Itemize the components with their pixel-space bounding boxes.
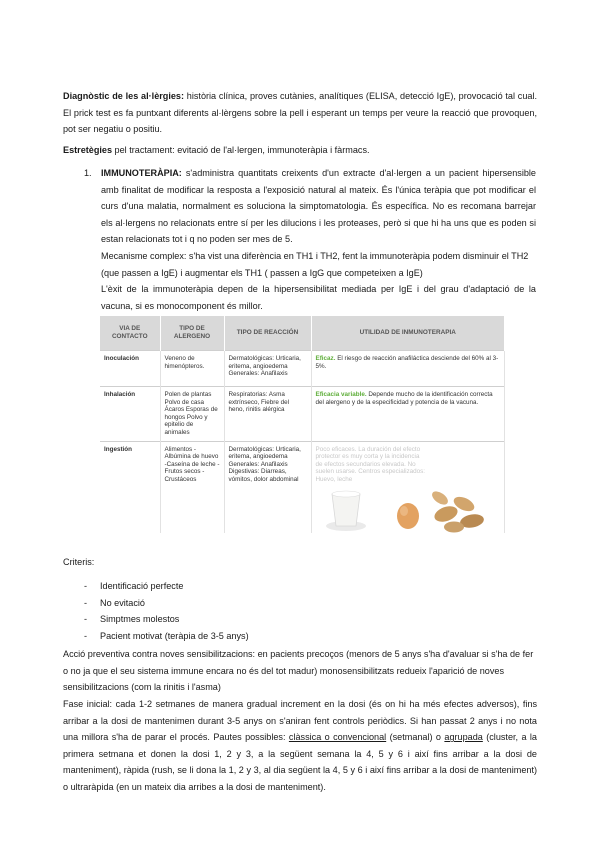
diagnostic-label: Diagnòstic de les al·lèrgies: [63, 91, 185, 101]
mechanism-paragraph: Mecanisme complex: s'ha vist una diferència en TH1 i TH2, fent la immunoteràpia podem disminuir el TH2 (que passen a IgE) i augmentar els TH1 ( passen a IgG que competeixen a IgE) [101, 250, 529, 278]
list-item: - Pacient motivat (teràpia de 3-5 anys) [84, 628, 249, 645]
phase-paragraph [63, 696, 537, 796]
utilidad-text: La duración del efecto protector es muy corta y la incidencia de efectos secundarios elevada. No suelen usarse. Centros especializados: Huevo, leche [315, 445, 426, 483]
header-reaccion: TIPO DE REACCIÓN [224, 316, 311, 351]
table-row [100, 387, 505, 442]
phase-text-2: (setmanal) o [386, 732, 445, 743]
phase-text-1: Fase inicial: cada 1-2 setmanes de manera gradual increment en la dosi (és on hi ha més efectes adversos), fins arribar a la dosi de mantenimen durant 3-5 anys on s'aniran fent controls periòdics. Si han passat 2 anys i no nota una millora s'ha de parar el procés. Pautes possibles: [63, 699, 537, 743]
header-utilidad: UTILIDAD DE INMUNOTERAPIA [311, 316, 505, 351]
strategies-paragraph [63, 142, 537, 159]
cell-utilidad [311, 387, 505, 442]
utilidad-text: El riesgo de reacción anafiláctica desciende del 60% al 3-5%. [315, 355, 499, 370]
utilidad-label: Poco eficaces. [315, 445, 357, 453]
cell-reaccion: Dermatológicas: Urticaria, eritema, angioedema Generales: Anafilaxis [224, 351, 311, 387]
criteris-title: Criteris: [63, 557, 95, 567]
immunotherapy-table [100, 316, 505, 533]
utilidad-text: Depende mucho de la identificación correcta del alergeno y de la especificidad y potencia de la vacuna. [315, 391, 493, 406]
success-paragraph: L'èxit de la immunoteràpia depen de la hipersensibilitat mediada per IgE i del grau d'adaptació de la vacuna, si es monocomponent és millor. [101, 284, 536, 311]
table-row [100, 441, 505, 533]
cell-reaccion: Respiratorias: Asma extrínseco, Fiebre del heno, rinitis alérgica [224, 387, 311, 442]
milk-glass-icon [326, 491, 366, 531]
cell-via: Inoculación [100, 351, 160, 387]
utilidad-label: Eficacia variable. [315, 391, 367, 398]
cell-utilidad [311, 441, 505, 533]
cell-tipo: Polen de plantas Polvo de casa Ácaros Esporas de hongos Polvo y epitelio de animales [160, 387, 224, 442]
peanuts-icon [429, 488, 484, 532]
list-item: - Simptmes molestos [84, 611, 249, 628]
diagnostic-text: història clínica, proves cutànies, analítiques (ELISA, detecció IgE), provocació tal cual. El prick test es fa puntxant diferents al·lèrgens sobre la pell i esperant un temps per veure la reacció que provoquen, pot ser negatiu o positiu. [63, 91, 537, 135]
phase-grouped: agrupada [444, 732, 483, 743]
preventive-paragraph: Acció preventiva contra noves sensibilitzacions: en pacients precoços (menors de 5 anys s'ha d'avaluar si s'ha de fer o no ja que el seu sistema immune encara no és del tot madur) monosensibilitzats redueix l'aparició de noves sensibilitzacions (com la rinitis i l'asma) [63, 649, 534, 693]
immunotherapy-text: s'administra quantitats creixents d'un extracte d'al·lergen a un pacient hipersensible amb finalitat de modificar la resposta a l'exposició natural al mateix. És l'única teràpia que pot modificar el curs d'una malatia, normalment es soluciona la simptomatologia. És específica. No es recomana barrejar els al·lergens no relacionats entre sí per les dilucions i les proteases, però si que hi ha uns que es poden si estan relacionats tot i q no poden ser mes de 5. [101, 168, 536, 245]
strategies-text: pel tractament: evitació de l'al·lergen, immunoteràpia i fàrmacs. [112, 145, 370, 155]
header-via: VIA DE CONTACTO [100, 316, 160, 351]
strategies-label: Estretègies [63, 145, 113, 155]
egg-icon [397, 503, 419, 529]
list-item: - No evitació [84, 595, 249, 612]
utilidad-label: Eficaz. [315, 355, 336, 362]
cell-utilidad [311, 351, 505, 387]
criteris-list [84, 578, 249, 644]
cell-reaccion: Dermatológicas: Urticaria, eritema, angioedema Generales: Anafilaxis Digestivas: Diarreas, vómitos, dolor abdominal [224, 441, 311, 533]
immunotherapy-paragraph-1 [101, 165, 536, 248]
table-row [100, 351, 505, 387]
table-header-row [100, 316, 505, 351]
list-item: - Identificació perfecte [84, 578, 249, 595]
utilidad-faded-text [316, 446, 428, 484]
immunotherapy-label: IMMUNOTERÀPIA: [101, 168, 182, 178]
phase-classic: clàssica o convencional [288, 732, 387, 743]
list-number: 1. [84, 168, 92, 178]
cell-via: Ingestión [100, 441, 160, 533]
cell-tipo: Alimentos -Albúmina de huevo -Caseína de leche -Frutos secos -Crustáceos [160, 441, 224, 533]
diagnostic-paragraph [63, 88, 537, 138]
header-tipo: TIPO DE ALERGENO [160, 316, 224, 351]
cell-tipo: Veneno de himenópteros. [160, 351, 224, 387]
cell-via: Inhalación [100, 387, 160, 442]
immunotherapy-body [101, 165, 536, 314]
phase-text-3: (cluster, a la primera setmana et donen la dosi 1, 2 y 3, a la següent semana la 4, 5 y 6 i així fins arribar a la dosi de manteniment), ràpida (rush, se li dona la 1, 2 y 3, al dia següent la 4, 5 y 6 i així fins arribar a la dosi de manteniment) o ultraràpida (en un mateix dia arribes a la dosi de manteniment). [63, 732, 537, 792]
